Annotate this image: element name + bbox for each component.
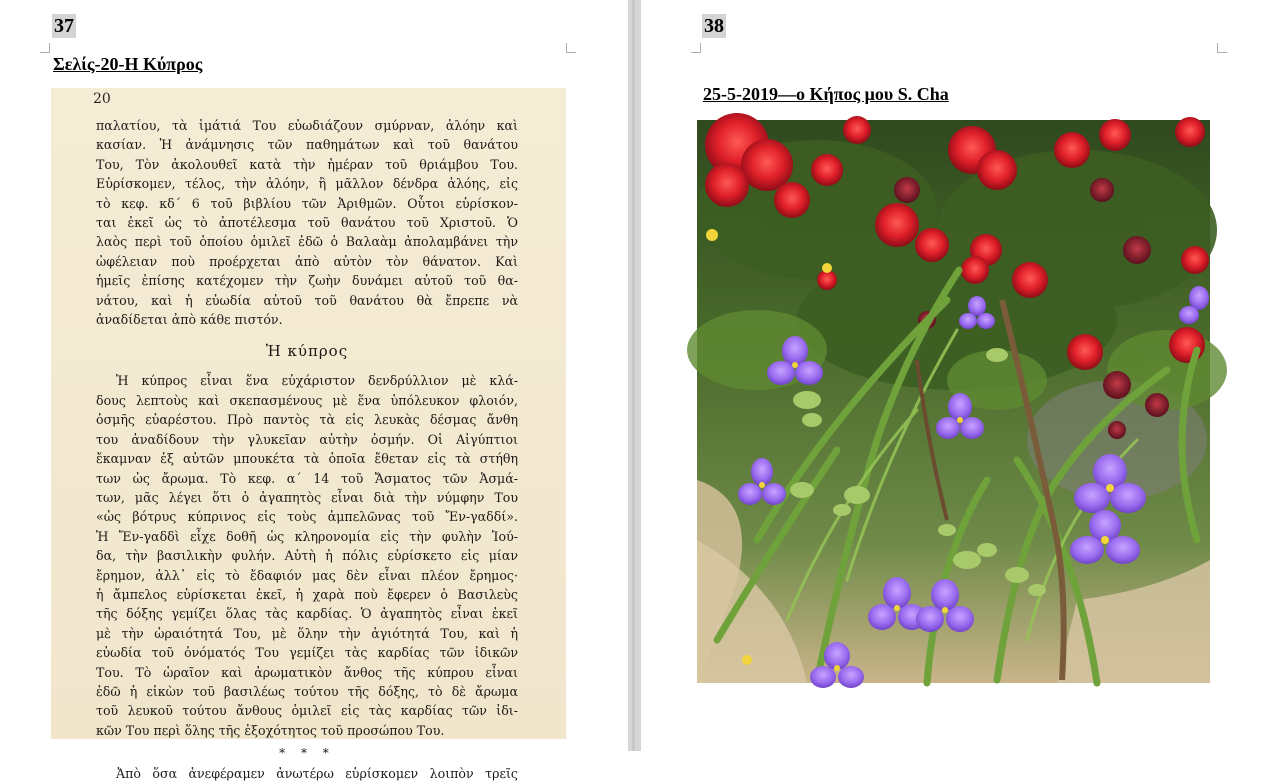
margin-corner-mark [566,43,576,53]
scan-text-line: Ἡ Ἔν-γαδδὶ εἶχε δοθῆ ὡς κληρονομία εἰς τὴν φυλὴν Ἰού- [96,528,518,544]
scan-separator-stars: * * * [279,746,335,761]
margin-corner-mark [1217,43,1227,53]
scan-folio: 20 [93,91,111,107]
margin-corner-mark [40,43,50,53]
flowers-illustration [697,120,1210,683]
scanned-book-page [51,88,566,782]
scan-section-title: Ἡ κύπρος [265,342,349,361]
page-separator [632,0,635,751]
scan-text-line: τοῦ λευκοῦ τούτου ἄνθους ὁμιλεῖ εἰς τὰς καρδίας τῶν ἰδι- [96,703,518,719]
scan-text-line: Του, Τὸν ἀκολουθεῖ κατὰ τὴν ἡμέραν τοῦ θριάμβου Του. [96,156,518,172]
scan-text-line: των ὡς ἄρωμα. Τὸ κεφ. α΄ 14 τοῦ Ἄσματος τῶν Ἀσμά- [96,470,518,486]
scan-text-line: Εὑρίσκομεν, τέλος, τὴν ἀλόην, ἢ μᾶλλον δένδρα ἀλόης, εἰς [96,176,518,192]
scan-text-line: τῆς δόξης γεμίζει ὅλας τὰς καρδίας. Ὁ ἀγαπητὸς εἶναι ἐκεῖ [96,606,518,622]
scan-text-line: νάτου, καὶ ἡ εὐωδία αὐτοῦ τοῦ θανάτου θὰ ἔπρεπε νὰ [96,292,518,308]
scan-text-line: των, μᾶς λέγει ὅτι ὁ ἀγαπητὸς εἶναι διὰ τὴν νύμφην Του [96,489,518,505]
scan-text-line: Ἀπὸ ὅσα ἀνεφέραμεν ἀνωτέρω εὑρίσκομεν λοιπὸν τρεῖς [116,766,518,782]
scan-text-line: ἐδῶ ἡ εἰκὼν τοῦ βασιλέως τούτου τῆς δόξης, τὸ δὲ ἄρωμα [96,683,518,699]
scan-text-line: ἀναδίδεται ἀπὸ κάθε πιστόν. [96,312,283,328]
scan-text-line: ἔκαμναν ἐξ αὐτῶν μπουκέτα τὰ ὁποῖα ἔθεταν εἰς τὰ στήθη [96,451,518,467]
scan-text-line: δα, τὴν βασιλικὴν φυλήν. Αὐτὴ ἡ πόλις εὑρίσκετο εἰς μίαν [96,548,518,564]
scan-text-line: δους λεπτοὺς καὶ σκεπασμένους μὲ ἕνα ὑπόλευκον φλοιόν, [96,392,518,408]
scan-text-line: Του. Τὸ ὡραῖον καὶ ἀρωματικὸν ἄνθος τῆς κύπρου εἶναι [96,664,518,680]
scan-text-line: λαὸς περὶ τοῦ ὁποίου ὁμιλεῖ ἐδῶ ὁ Βαλαὰμ ἀπολαμβάνει τὴν [96,234,518,250]
margin-corner-mark [691,43,701,53]
scan-text-line: του ἀναδίδουν τὴν γλυκεῖαν αὐτὴν ὀσμήν. Οἱ Αἰγύπτιοι [96,431,518,447]
page-heading: 25-5-2019—ο Κήπος μου S. Cha [703,84,949,104]
scan-text-line: κασίαν. Ἡ ἀνάμνησις τῶν παθημάτων καὶ τοῦ θανάτου [96,137,518,153]
scan-text-line: ἡ ἄμπελος εὑρίσκεται ἐκεῖ, ἡ χαρὰ ποὺ ἔφερεν ὁ Βασιλεὺς [96,586,518,602]
scan-text-line: ὀσμῆς εὐαρέστου. Πρὸ παντὸς τὰ εἰς λευκὰς δέσμας ἄνθη [96,412,518,428]
scan-text-line: «ὡς βότρυς κύπρινος εἰς τοὺς ἀμπελῶνας τοῦ Ἔν-γαδδί». [96,509,518,525]
scan-text-line: τὸ κεφ. κδ΄ 6 τοῦ βιβλίου τῶν Ἀριθμῶν. Οὗτοι εὑρίσκον- [96,195,518,211]
page-heading: Σελίς-20-Η Κύπρος [53,54,203,74]
page-37[interactable] [0,0,628,782]
page-number: 37 [54,15,74,37]
scan-text-line: ὠφέλειαν ποὺ προέρχεται ἀπὸ αὐτὸν τὸν θάνατον. Καὶ [96,253,518,269]
scan-text-line: ἡμεῖς ἐπίσης κατέχομεν τὴν ζωὴν δυνάμει αὐτοῦ τοῦ θα- [96,273,518,289]
scan-text-line: παλατίου, τὰ ἱμάτιά Του εὐωδιάζουν σμύρναν, ἀλόην καὶ [96,118,518,133]
scan-paragraph [96,116,518,329]
scan-text-line: μὲ τὴν ὡραιότητά Του, μὲ ὅλην τὴν ἁγιότητά Του, καὶ ἡ [96,625,518,641]
page-38[interactable] [641,0,1263,751]
scan-text-line: ται ἐκεῖ ὡς τὸ ἀποτέλεσμα τοῦ θανάτου τοῦ Χριστοῦ. Ὁ [96,215,518,231]
scan-text-line: ἔρημον, ἀλλ᾽ εἰς τὸ ἔδαφιόν μας δὲν εἶναι πλέον ἔρημος· [96,567,518,583]
scan-paragraph [96,371,518,740]
page-number: 38 [704,15,724,37]
scan-paragraph [96,764,518,783]
garden-flowers-photo [697,120,1210,683]
scan-text-line: εὐωδία τοῦ ὀνόματός Του γεμίζει τὰς καρδίας τῶν ἰδικῶν [96,645,518,661]
scan-text-line: κῶν Του περὶ ὅλης τῆς ἐξοχότητος τοῦ προσώπου Του. [96,722,445,738]
scan-text-line: Ἡ κύπρος εἶναι ἕνα εὐχάριστον δενδρύλλιον μὲ κλά- [116,373,518,389]
